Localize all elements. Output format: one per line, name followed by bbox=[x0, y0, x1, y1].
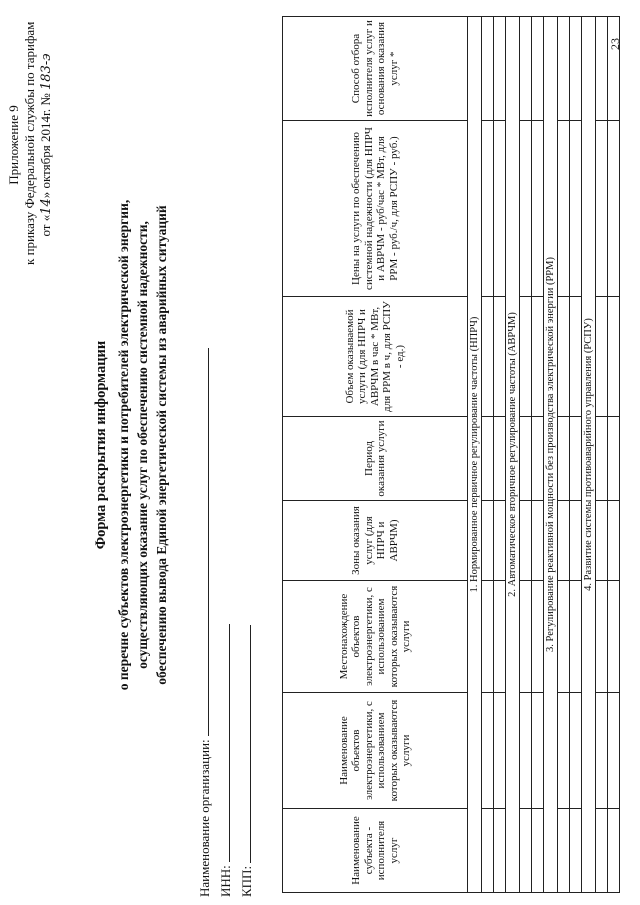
annex-order-date: от «14» октября 2014г. № 183-э bbox=[38, 53, 54, 237]
table-cell[interactable] bbox=[558, 297, 570, 417]
table-cell[interactable] bbox=[558, 581, 570, 693]
table-row bbox=[596, 17, 608, 893]
table-cell[interactable] bbox=[558, 809, 570, 893]
table-cell[interactable] bbox=[596, 121, 608, 297]
table-cell[interactable] bbox=[608, 501, 620, 581]
org-name-field[interactable] bbox=[194, 348, 209, 736]
table-cell[interactable] bbox=[608, 121, 620, 297]
section-avrchm-label: 2. Автоматическое вторичное регулирование частоты (АВРЧМ) bbox=[506, 17, 520, 893]
annex-handwritten-day: 14 bbox=[39, 198, 54, 215]
table-cell[interactable] bbox=[596, 17, 608, 121]
table-cell[interactable] bbox=[494, 809, 506, 893]
table-cell[interactable] bbox=[570, 297, 582, 417]
table-cell[interactable] bbox=[494, 501, 506, 581]
section-row bbox=[544, 17, 558, 893]
table-cell[interactable] bbox=[520, 121, 532, 297]
table-cell[interactable] bbox=[520, 581, 532, 693]
table-cell[interactable] bbox=[520, 693, 532, 809]
header-service-period: Период оказания услуги bbox=[283, 417, 468, 501]
table-cell[interactable] bbox=[570, 581, 582, 693]
header-service-volume: Объем оказываемой услуги (для НПРЧ и АВРЧМ в час * МВт, для РРМ в ч, для РСПУ - ед.) bbox=[283, 297, 468, 417]
table-cell[interactable] bbox=[532, 417, 544, 501]
table-cell[interactable] bbox=[532, 581, 544, 693]
table-cell[interactable] bbox=[520, 501, 532, 581]
table-cell[interactable] bbox=[558, 121, 570, 297]
table-cell[interactable] bbox=[570, 809, 582, 893]
table-cell[interactable] bbox=[482, 417, 494, 501]
table-row bbox=[558, 17, 570, 893]
table-cell[interactable] bbox=[482, 17, 494, 121]
services-table bbox=[282, 16, 620, 893]
table-cell[interactable] bbox=[482, 693, 494, 809]
table-row bbox=[532, 17, 544, 893]
table-cell[interactable] bbox=[608, 693, 620, 809]
form-title-line: осуществляющих оказание услуг по обеспечению системной надежности, bbox=[135, 221, 150, 669]
page-number: 23 bbox=[608, 38, 622, 50]
section-row bbox=[468, 17, 482, 893]
table-cell[interactable] bbox=[558, 417, 570, 501]
table-cell[interactable] bbox=[608, 297, 620, 417]
table-cell[interactable] bbox=[520, 809, 532, 893]
organization-fields bbox=[194, 348, 257, 897]
header-objects-location: Местонахождение объектов электроэнергетики, с использованием которых оказываются услуги bbox=[283, 581, 468, 693]
table-cell[interactable] bbox=[482, 501, 494, 581]
table-row bbox=[520, 17, 532, 893]
table-cell[interactable] bbox=[558, 693, 570, 809]
table-cell[interactable] bbox=[596, 693, 608, 809]
table-cell[interactable] bbox=[532, 501, 544, 581]
table-cell[interactable] bbox=[608, 417, 620, 501]
table-cell[interactable] bbox=[596, 297, 608, 417]
table-cell[interactable] bbox=[596, 417, 608, 501]
table-cell[interactable] bbox=[596, 809, 608, 893]
form-title-line: о перечне субъектов электроэнергетики и потребителей электрической энергии, bbox=[116, 199, 131, 691]
form-title-line: обеспечению вывода Единой энергетической системы из аварийных ситуаций bbox=[154, 205, 169, 685]
org-name-row bbox=[194, 348, 215, 897]
section-rrm-label: 3. Регулирование реактивной мощности без производства электрической энергии (РРМ) bbox=[544, 17, 558, 893]
kpp-field[interactable] bbox=[236, 625, 251, 863]
header-selection-method: Способ отбора исполнителя услуг и основания оказания услуг * bbox=[283, 17, 468, 121]
table-cell[interactable] bbox=[596, 501, 608, 581]
table-cell[interactable] bbox=[608, 581, 620, 693]
org-name-label: Наименование организации: bbox=[197, 739, 212, 897]
table-cell[interactable] bbox=[596, 581, 608, 693]
table-row bbox=[482, 17, 494, 893]
table-cell[interactable] bbox=[520, 417, 532, 501]
inn-label: ИНН: bbox=[218, 865, 233, 897]
table-cell[interactable] bbox=[494, 121, 506, 297]
annex-number: Приложение 9 bbox=[6, 105, 21, 185]
annex-header bbox=[6, 21, 55, 265]
table-header-row bbox=[283, 17, 468, 893]
table-cell[interactable] bbox=[532, 17, 544, 121]
table-cell[interactable] bbox=[608, 809, 620, 893]
table-cell[interactable] bbox=[494, 417, 506, 501]
section-rspu-label: 4. Развитие системы противоаварийного управления (РСПУ) bbox=[582, 17, 596, 893]
form-title-main: Форма раскрытия информации bbox=[93, 340, 109, 550]
form-title bbox=[92, 65, 171, 825]
table-cell[interactable] bbox=[570, 417, 582, 501]
header-service-zones: Зоны оказания услуг (для НПРЧ и АВРЧМ) bbox=[283, 501, 468, 581]
table-row bbox=[608, 17, 620, 893]
table-cell[interactable] bbox=[558, 501, 570, 581]
annex-handwritten-number: 183-э bbox=[39, 53, 54, 90]
section-row bbox=[506, 17, 520, 893]
inn-field[interactable] bbox=[215, 624, 230, 862]
section-row bbox=[582, 17, 596, 893]
table-cell[interactable] bbox=[532, 121, 544, 297]
table-cell[interactable] bbox=[532, 809, 544, 893]
table-cell[interactable] bbox=[482, 297, 494, 417]
table-cell[interactable] bbox=[520, 297, 532, 417]
table-cell[interactable] bbox=[520, 17, 532, 121]
table-cell[interactable] bbox=[482, 121, 494, 297]
table-cell[interactable] bbox=[532, 693, 544, 809]
table-cell[interactable] bbox=[482, 809, 494, 893]
table-cell[interactable] bbox=[570, 17, 582, 121]
table-cell[interactable] bbox=[608, 17, 620, 121]
header-subject-name: Наименование субъекта - исполнителя услуг bbox=[283, 809, 468, 893]
table-row bbox=[570, 17, 582, 893]
header-objects-name: Наименование объектов электроэнергетики, с использованием которых оказываются услуги bbox=[283, 693, 468, 809]
inn-row bbox=[215, 348, 236, 897]
table-cell[interactable] bbox=[532, 297, 544, 417]
table-cell[interactable] bbox=[570, 501, 582, 581]
table-cell[interactable] bbox=[494, 581, 506, 693]
section-npch-label: 1. Нормированное первичное регулирование частоты (НПРЧ) bbox=[468, 17, 482, 893]
kpp-label: КПП: bbox=[239, 865, 254, 897]
table-cell[interactable] bbox=[494, 17, 506, 121]
table-cell[interactable] bbox=[570, 121, 582, 297]
kpp-row bbox=[236, 348, 257, 897]
table-cell[interactable] bbox=[558, 17, 570, 121]
table-row bbox=[494, 17, 506, 893]
annex-order-reference: к приказу Федеральной службы по тарифам bbox=[22, 21, 37, 265]
table-cell[interactable] bbox=[494, 693, 506, 809]
table-cell[interactable] bbox=[570, 693, 582, 809]
table-cell[interactable] bbox=[494, 297, 506, 417]
table-cell[interactable] bbox=[482, 581, 494, 693]
header-service-prices: Цены на услуги по обеспечению системной надежности (для НПРЧ и АВРЧМ - руб/час * МВт, для РРМ - руб./ч, для РСПУ - руб.) bbox=[283, 121, 468, 297]
